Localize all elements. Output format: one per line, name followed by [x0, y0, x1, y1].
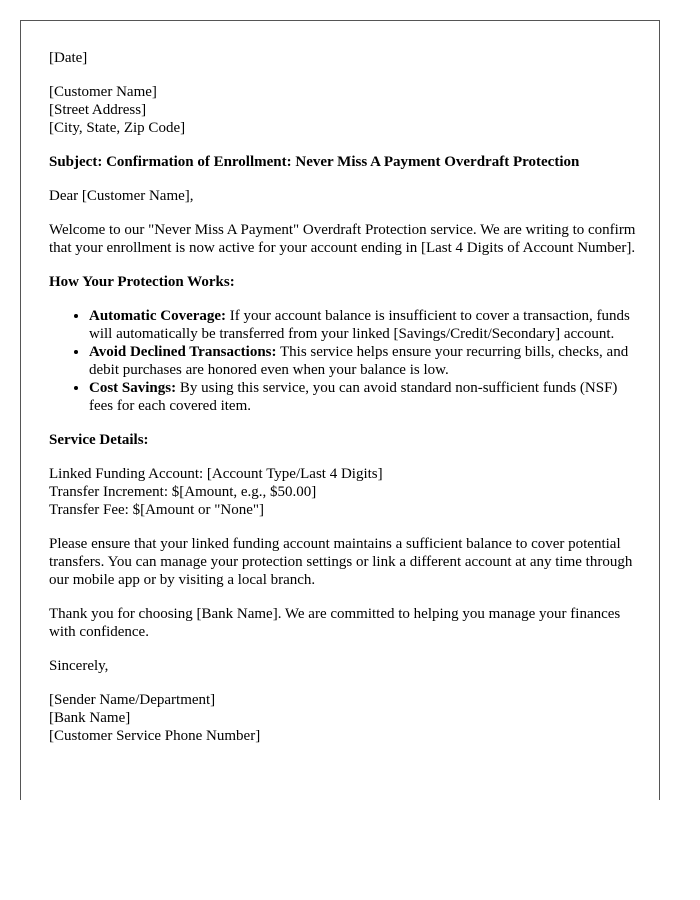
letter-salutation: Dear [Customer Name],: [49, 188, 194, 204]
bullet-term: Avoid Declined Transactions:: [89, 344, 277, 360]
bullet-text: If your account balance is insufficient to cover a transaction, funds will automatically be transferred from your linked [Savings/Credit/Secondary] account.: [89, 308, 630, 342]
recipient-address: [49, 83, 639, 137]
phone-number: [Customer Service Phone Number]: [49, 728, 261, 744]
bullet-text: By using this service, you can avoid standard non-sufficient funds (NSF) fees for each covered item.: [89, 380, 618, 414]
bullet-text: This service helps ensure your recurring bills, checks, and debit purchases are honored even when your balance is low.: [89, 344, 629, 378]
recipient-name: [Customer Name]: [49, 84, 157, 100]
bullet-term: Automatic Coverage:: [89, 308, 227, 324]
recipient-city: [City, State, Zip Code]: [49, 120, 186, 136]
letter-date: [Date]: [49, 50, 88, 66]
letter-subject: Subject: Confirmation of Enrollment: Never Miss A Payment Overdraft Protection: [49, 154, 580, 170]
protection-list: [49, 307, 639, 415]
transfer-fee-line: Transfer Fee: $[Amount or "None"]: [49, 502, 264, 518]
transfer-increment-line: Transfer Increment: $[Amount, e.g., $50.00]: [49, 484, 317, 500]
thanks-paragraph: Thank you for choosing [Bank Name]. We are committed to helping you manage your finances with confidence.: [49, 606, 621, 640]
linked-account-line: Linked Funding Account: [Account Type/Last 4 Digits]: [49, 466, 383, 482]
service-details-heading: Service Details:: [49, 432, 149, 448]
letter-closing: Sincerely,: [49, 658, 109, 674]
sender-name: [Sender Name/Department]: [49, 692, 216, 708]
letter-page: [20, 20, 660, 800]
list-item: [89, 343, 639, 379]
bullet-term: Cost Savings:: [89, 380, 177, 396]
list-item: [89, 307, 639, 343]
ensure-paragraph: Please ensure that your linked funding account maintains a sufficient balance to cover potential transfers. You can manage your protection settings or link a different account at any time through our mobile app or by visiting a local branch.: [49, 536, 633, 588]
bank-name: [Bank Name]: [49, 710, 131, 726]
list-item: [89, 379, 639, 415]
recipient-street: [Street Address]: [49, 102, 147, 118]
letter-body: [49, 49, 639, 761]
signature-block: [49, 691, 639, 745]
intro-paragraph: Welcome to our "Never Miss A Payment" Overdraft Protection service. We are writing to confirm that your enrollment is now active for your account ending in [Last 4 Digits of Account Number].: [49, 222, 636, 256]
how-it-works-heading: How Your Protection Works:: [49, 274, 235, 290]
service-details: [49, 465, 639, 519]
